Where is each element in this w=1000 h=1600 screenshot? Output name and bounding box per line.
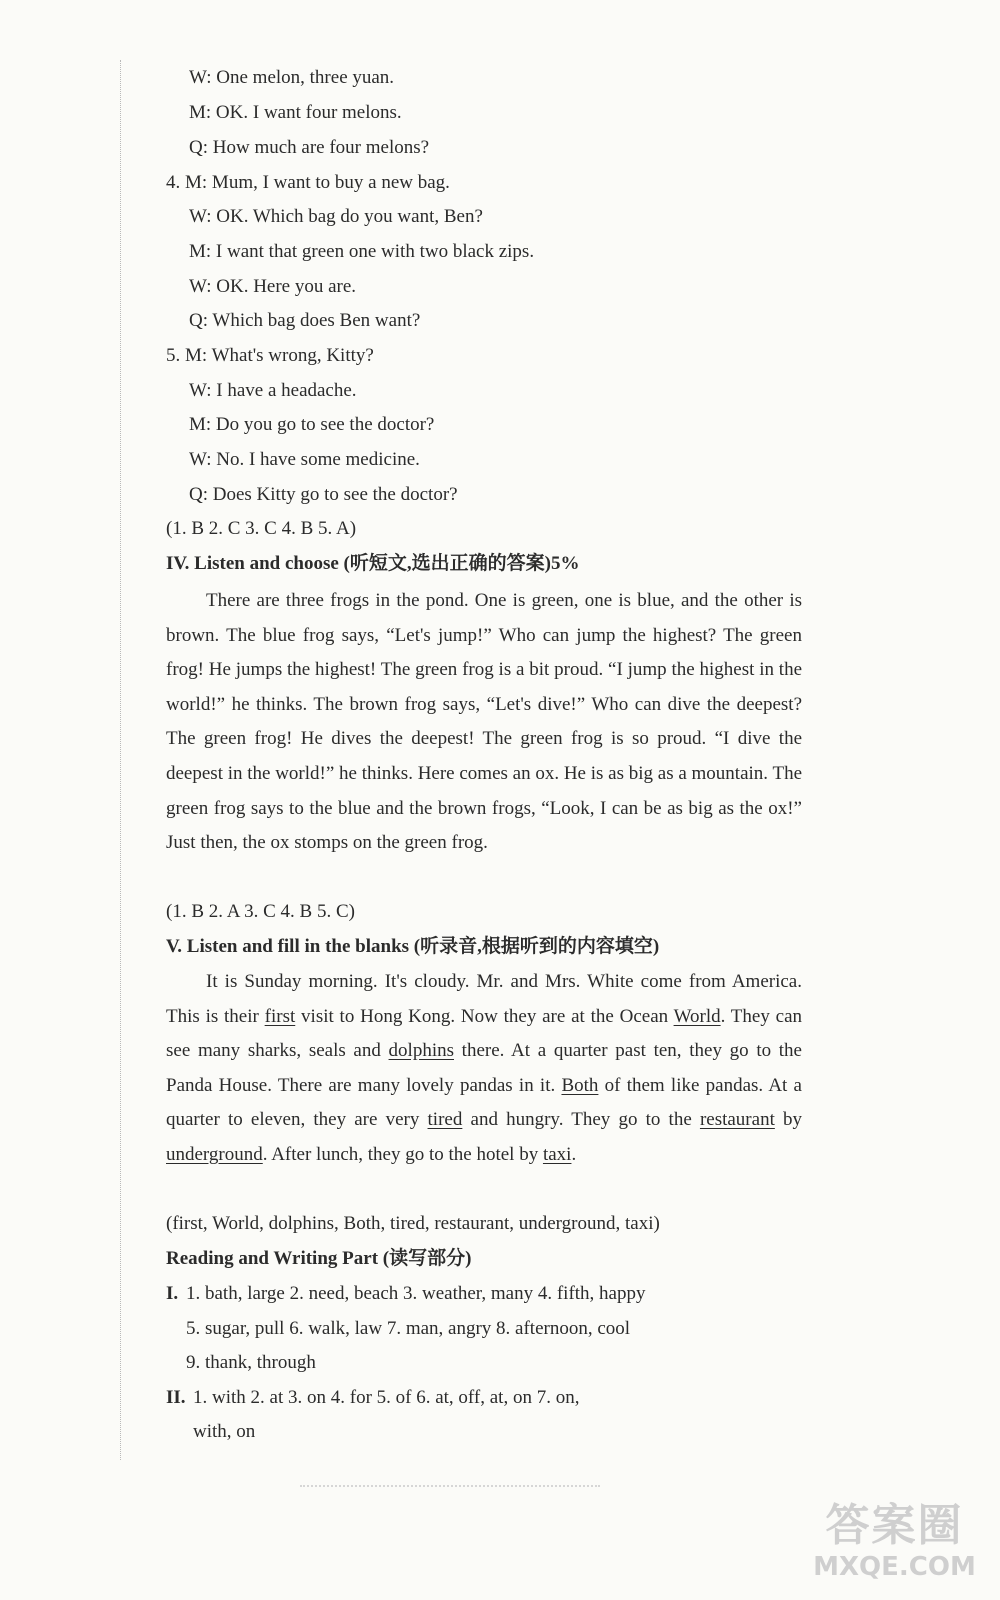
dialogue-line: W: I have a headache. bbox=[189, 380, 357, 401]
answer-line: 5. sugar, pull 6. walk, law 7. man, angry 8. afternoon, cool bbox=[186, 1318, 631, 1339]
answer-line: 9. thank, through bbox=[186, 1352, 316, 1373]
passage-text: of them like pandas. At a quarter to eleven, they are very bbox=[166, 1074, 802, 1131]
filled-blank: tired bbox=[427, 1109, 463, 1131]
passage-text: . After lunch, they go to the hotel by bbox=[262, 1143, 543, 1165]
watermark bbox=[807, 1500, 982, 1590]
answer-line: (1. B 2. C 3. C 4. B 5. A) bbox=[166, 518, 357, 539]
answer-line: 1. with 2. at 3. on 4. for 5. of 6. at, off, at, on 7. on, bbox=[193, 1387, 580, 1408]
passage-text: visit to Hong Kong. Now they are at the Ocean bbox=[295, 1005, 674, 1027]
dialogue-line: M: Do you go to see the doctor? bbox=[189, 414, 435, 435]
answer-line: 1. bath, large 2. need, beach 3. weather, many 4. fifth, happy bbox=[186, 1283, 646, 1304]
passage-text: . bbox=[571, 1143, 577, 1165]
passage-text: It is Sunday morning. It's cloudy. Mr. and Mrs. White come from America. This is their bbox=[166, 971, 802, 1027]
filled-blank: World bbox=[673, 1005, 721, 1027]
filled-blank: dolphins bbox=[388, 1040, 454, 1062]
dialogue-line: M: OK. I want four melons. bbox=[189, 102, 402, 123]
answer-line: (first, World, dolphins, Both, tired, restaurant, underground, taxi) bbox=[166, 1213, 660, 1234]
answer-line: with, on bbox=[193, 1421, 256, 1442]
dialogue-line: W: No. I have some medicine. bbox=[189, 449, 420, 470]
filled-blank: underground bbox=[166, 1143, 263, 1165]
dialogue-line: W: OK. Which bag do you want, Ben? bbox=[189, 206, 483, 227]
dialogue-line: W: OK. Here you are. bbox=[189, 276, 357, 297]
dialogue-line: W: One melon, three yuan. bbox=[189, 67, 395, 88]
question-label: II. bbox=[166, 1387, 186, 1408]
section-heading: IV. Listen and choose (听短文,选出正确的答案)5% bbox=[166, 553, 580, 574]
dialogue-line: Q: Which bag does Ben want? bbox=[189, 310, 421, 331]
dialogue-line: Q: Does Kitty go to see the doctor? bbox=[189, 484, 458, 505]
passage-text: there. At a quarter past ten, they go to the Panda House. There are many lovely pandas in it. bbox=[166, 1040, 802, 1096]
dialogue-line: M: I want that green one with two black zips. bbox=[189, 241, 535, 262]
filled-blank: Both bbox=[561, 1074, 599, 1096]
dialogue-line: 5. M: What's wrong, Kitty? bbox=[166, 345, 374, 366]
filled-blank: restaurant bbox=[699, 1109, 775, 1131]
filled-blank: taxi bbox=[542, 1143, 572, 1165]
margin-rule bbox=[120, 60, 121, 1460]
section-heading: V. Listen and fill in the blanks (听录音,根据听到的内容填空) bbox=[166, 936, 660, 957]
dialogue-line: 4. M: Mum, I want to buy a new bag. bbox=[166, 172, 450, 193]
watermark-logo: 答案圈 bbox=[825, 1500, 964, 1551]
passage: There are three frogs in the pond. One is green, one is blue, and the other is brown. The blue frog says, “Let's jump!” Who can jump the highest? The green frog! He jumps the highest! The green frog is a bit proud. “I jump the highest in the world!” he thinks. The brown frog says, “Let's dive!” Who can dive the deepest? The green frog! He dives the deepest! The green frog is so proud. “I dive the deepest in the world!” he thinks. Here comes an ox. He is as big as a mountain. The green frog says to the blue and the brown frogs, “Look, I can be as big as the ox!” Just then, the ox stomps on the green frog. bbox=[166, 590, 802, 854]
filled-blank: first bbox=[264, 1005, 296, 1027]
fill-in-passage bbox=[166, 965, 802, 1173]
dialogue-line: Q: How much are four melons? bbox=[189, 137, 430, 158]
question-label: I. bbox=[166, 1283, 179, 1304]
passage-text: and hungry. They go to the bbox=[462, 1109, 700, 1131]
watermark-url: MXQE.COM bbox=[813, 1552, 976, 1582]
section-heading: Reading and Writing Part (读写部分) bbox=[166, 1248, 472, 1269]
decorative-dots bbox=[300, 1485, 600, 1487]
passage-text: . They can see many sharks, seals and bbox=[166, 1005, 802, 1062]
passage-text: by bbox=[774, 1109, 803, 1131]
answer-line: (1. B 2. A 3. C 4. B 5. C) bbox=[166, 901, 355, 922]
